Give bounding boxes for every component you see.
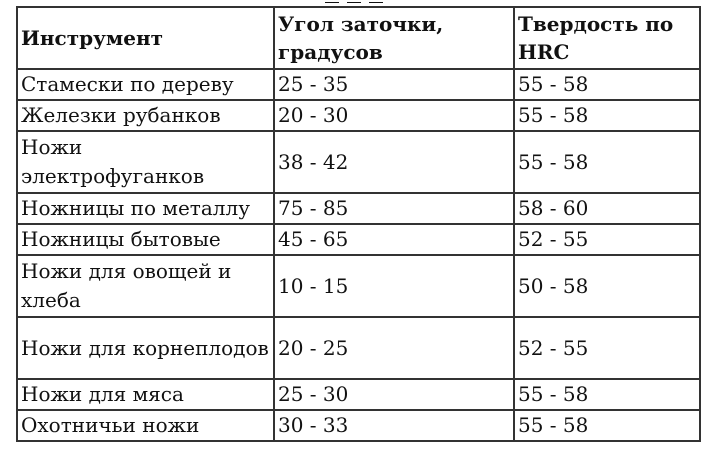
cell-tool: Ножницы бытовые xyxy=(17,224,274,255)
table-row xyxy=(17,410,700,441)
cell-hardness: 58 - 60 xyxy=(514,193,700,224)
sharpening-table xyxy=(16,6,701,442)
cell-tool: Стамески по дереву xyxy=(17,69,274,100)
cell-tool: Ножи электрофуганков xyxy=(17,131,274,193)
cropped-text-fragment xyxy=(325,0,395,3)
cell-angle: 25 - 30 xyxy=(274,379,514,410)
table-row xyxy=(17,255,700,317)
table-row xyxy=(17,379,700,410)
cell-tool: Ножи для корнеплодов xyxy=(17,317,274,379)
header-hardness: Твердость по HRC xyxy=(514,7,700,69)
header-angle: Угол заточки, градусов xyxy=(274,7,514,69)
cell-angle: 38 - 42 xyxy=(274,131,514,193)
cell-angle: 20 - 25 xyxy=(274,317,514,379)
header-tool: Инструмент xyxy=(17,7,274,69)
cell-angle: 25 - 35 xyxy=(274,69,514,100)
table-header-row xyxy=(17,7,700,69)
table-row xyxy=(17,193,700,224)
cell-hardness: 52 - 55 xyxy=(514,224,700,255)
cell-hardness: 55 - 58 xyxy=(514,379,700,410)
cell-tool: Железки рубанков xyxy=(17,100,274,131)
cell-angle: 75 - 85 xyxy=(274,193,514,224)
cell-angle: 10 - 15 xyxy=(274,255,514,317)
cell-angle: 30 - 33 xyxy=(274,410,514,441)
cell-tool: Охотничьи ножи xyxy=(17,410,274,441)
table-row xyxy=(17,69,700,100)
cell-hardness: 52 - 55 xyxy=(514,317,700,379)
cell-angle: 45 - 65 xyxy=(274,224,514,255)
cell-hardness: 55 - 58 xyxy=(514,69,700,100)
cell-hardness: 55 - 58 xyxy=(514,100,700,131)
table-row xyxy=(17,131,700,193)
cell-tool: Ножницы по металлу xyxy=(17,193,274,224)
table-row xyxy=(17,317,700,379)
table-row xyxy=(17,100,700,131)
cell-hardness: 55 - 58 xyxy=(514,410,700,441)
cell-hardness: 55 - 58 xyxy=(514,131,700,193)
cell-tool: Ножи для мяса xyxy=(17,379,274,410)
cell-hardness: 50 - 58 xyxy=(514,255,700,317)
cell-angle: 20 - 30 xyxy=(274,100,514,131)
cell-tool: Ножи для овощей и хлеба xyxy=(17,255,274,317)
table-row xyxy=(17,224,700,255)
